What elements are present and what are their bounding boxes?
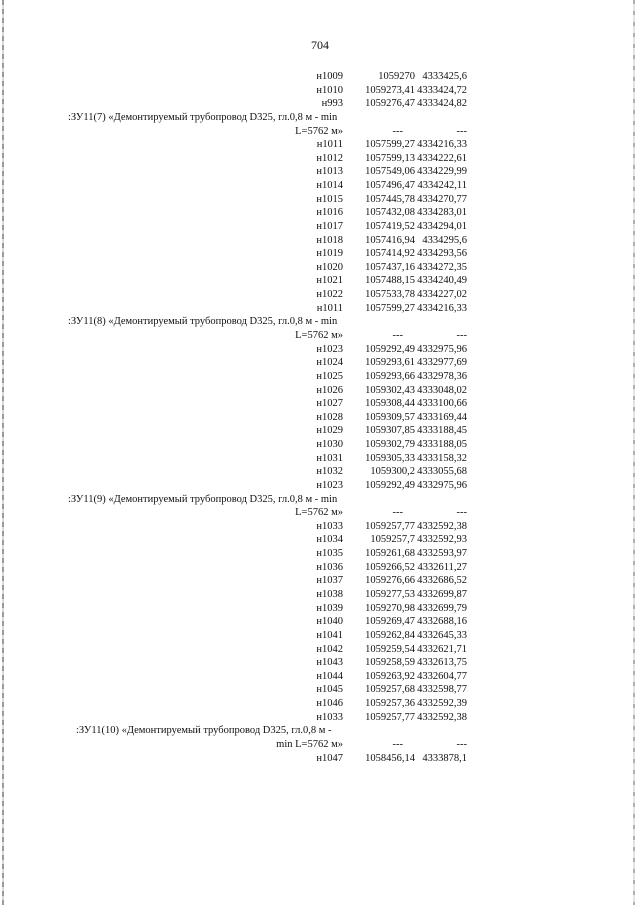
coord-x: 1059266,52 [365, 561, 415, 573]
coordinate-row [0, 711, 640, 725]
coordinate-row [0, 343, 640, 357]
coord-y: 4334272,35 [417, 261, 467, 273]
coordinate-row [0, 479, 640, 493]
coord-x: 1059257,36 [365, 698, 415, 709]
coord-y: 4333425,6 [422, 71, 467, 82]
dash-y: --- [456, 507, 467, 519]
coordinate-row [0, 274, 640, 288]
coordinate-row [0, 384, 640, 398]
coord-y: 4332604,77 [417, 670, 467, 682]
point-id: н1042 [316, 643, 343, 655]
coord-x: 1059308,44 [365, 398, 415, 410]
point-id: н1009 [316, 71, 343, 82]
point-id: н1020 [316, 261, 343, 273]
coord-y: 4334295,6 [422, 234, 467, 246]
coord-y: 4332699,87 [417, 588, 467, 600]
point-id: н993 [321, 98, 343, 110]
point-id: н1036 [316, 561, 343, 573]
coordinate-row [0, 397, 640, 411]
point-id: н1019 [316, 248, 343, 260]
point-id: н1024 [316, 357, 343, 369]
point-id: н1023 [316, 343, 343, 355]
coordinate-row [0, 520, 640, 534]
coord-x: 1057488,15 [365, 275, 415, 287]
coord-x: 1059270 [378, 71, 415, 82]
dash-y: --- [456, 330, 467, 341]
point-id: н1039 [316, 602, 343, 614]
coord-y: 4334216,33 [417, 139, 467, 151]
coord-y: 4332978,36 [417, 370, 467, 382]
point-id: н1035 [316, 548, 343, 559]
point-id: н1011 [316, 302, 343, 314]
coord-x: 1057437,16 [365, 261, 415, 273]
coordinate-row [0, 261, 640, 275]
coordinate-row [0, 220, 640, 234]
coord-x: 1059276,47 [365, 98, 415, 110]
coord-y: 4333158,32 [417, 452, 467, 464]
coord-y: 4334240,49 [417, 275, 467, 287]
coord-x: 1059258,59 [365, 657, 415, 669]
point-id: н1044 [316, 670, 343, 682]
section-heading: :ЗУ11(8) «Демонтируемый трубопровод D325, гл.0,8 м - min [68, 316, 338, 328]
coord-y: 4332688,16 [417, 616, 467, 628]
coord-x: 1059302,43 [365, 384, 415, 396]
coordinate-row [0, 752, 640, 766]
coord-y: 4333878,1 [422, 752, 467, 764]
coord-y: 4334222,61 [417, 152, 467, 164]
section-heading-continuation: L=5762 м» [295, 125, 343, 137]
coord-y: 4334229,99 [417, 166, 467, 178]
point-id: н1013 [316, 166, 343, 178]
coord-x: 1057419,52 [365, 220, 415, 232]
coord-x: 1057549,06 [365, 166, 415, 178]
coordinate-row [0, 438, 640, 452]
coord-y: 4333169,44 [417, 411, 467, 423]
coord-x: 1059305,33 [365, 452, 415, 464]
coord-y: 4332645,33 [417, 629, 467, 641]
point-id: н1038 [316, 588, 343, 600]
coord-x: 1059257,7 [370, 534, 415, 546]
coord-x: 1059293,61 [365, 357, 415, 369]
point-id: н1033 [316, 711, 343, 723]
coord-x: 1059292,49 [365, 343, 415, 355]
point-id: н1046 [316, 698, 343, 709]
coord-y: 4334293,56 [417, 248, 467, 260]
coord-y: 4334270,77 [417, 193, 467, 205]
coord-x: 1057445,78 [365, 193, 415, 205]
point-id: н1037 [316, 575, 343, 587]
coord-x: 1059261,68 [365, 548, 415, 559]
point-id: н1047 [316, 752, 343, 764]
coordinate-row [0, 234, 640, 248]
coordinate-row [0, 547, 640, 561]
point-id: н1021 [316, 275, 343, 287]
coord-y: 4332621,71 [417, 643, 467, 655]
coord-y: 4332611,27 [417, 561, 467, 573]
dash-y: --- [456, 125, 467, 137]
coordinate-row [0, 465, 640, 479]
point-id: н1032 [316, 466, 343, 478]
coord-y: 4332977,69 [417, 357, 467, 369]
coord-x: 1059277,53 [365, 588, 415, 600]
coordinate-row [0, 356, 640, 370]
section-heading: :ЗУ11(9) «Демонтируемый трубопровод D325, гл.0,8 м - min [68, 493, 338, 505]
page-number: 704 [311, 38, 329, 52]
point-id: н1018 [316, 234, 343, 246]
coord-y: 4333424,82 [417, 98, 467, 110]
coord-x: 1059293,66 [365, 370, 415, 382]
point-id: н1014 [316, 180, 343, 191]
coordinate-row [0, 165, 640, 179]
coordinate-row [0, 97, 640, 111]
point-id: н1034 [316, 534, 343, 546]
coordinate-row [0, 193, 640, 207]
coord-y: 4332699,79 [417, 602, 467, 614]
point-id: н1041 [316, 629, 343, 641]
coord-x: 1059257,68 [365, 684, 415, 696]
coord-x: 1059270,98 [365, 602, 415, 614]
coordinate-row [0, 615, 640, 629]
point-id: н1043 [316, 657, 343, 669]
section-heading-continuation: L=5762 м» [295, 330, 343, 341]
coord-x: 1057599,27 [365, 302, 415, 314]
point-id: н1012 [316, 152, 343, 164]
coord-x: 1059302,79 [365, 439, 415, 450]
coordinate-row [0, 302, 640, 316]
point-id: н1029 [316, 425, 343, 437]
coord-x: 1059257,77 [365, 520, 415, 532]
coord-y: 4333188,05 [417, 439, 467, 450]
coord-y: 4332686,52 [417, 575, 467, 587]
point-id: н1026 [316, 384, 343, 396]
coordinate-row [0, 697, 640, 711]
coord-x: 1058456,14 [365, 752, 415, 764]
point-id: н1017 [316, 220, 343, 232]
coordinate-row [0, 288, 640, 302]
coordinate-row [0, 179, 640, 193]
coordinate-row [0, 70, 640, 84]
coordinate-row [0, 424, 640, 438]
coordinate-row [0, 152, 640, 166]
point-id: н1011 [316, 139, 343, 151]
point-id: н1025 [316, 370, 343, 382]
coord-y: 4333048,02 [417, 384, 467, 396]
point-id: н1027 [316, 398, 343, 410]
coordinate-row [0, 247, 640, 261]
coord-x: 1059300,2 [370, 466, 415, 478]
section-heading-continuation: min L=5762 м» [276, 738, 343, 750]
section-heading: :ЗУ11(10) «Демонтируемый трубопровод D325, гл.0,8 м - [76, 725, 332, 737]
coord-x: 1057599,13 [365, 152, 415, 164]
coordinate-row [0, 656, 640, 670]
coordinate-row [0, 588, 640, 602]
section-heading-continuation: L=5762 м» [295, 507, 343, 519]
coord-x: 1057496,47 [365, 180, 415, 191]
coord-y: 4333055,68 [417, 466, 467, 478]
point-id: н1030 [316, 439, 343, 450]
coord-y: 4333100,66 [417, 398, 467, 410]
coord-x: 1059262,84 [365, 629, 415, 641]
coord-x: 1057414,92 [365, 248, 415, 260]
point-id: н1045 [316, 684, 343, 696]
coord-x: 1059257,77 [365, 711, 415, 723]
coordinate-row [0, 561, 640, 575]
coord-y: 4332598,77 [417, 684, 467, 696]
dash-x: --- [392, 507, 403, 519]
point-id: н1031 [316, 452, 343, 464]
coord-x: 1057599,27 [365, 139, 415, 151]
coordinate-row [0, 84, 640, 98]
coord-y: 4332613,75 [417, 657, 467, 669]
point-id: н1016 [316, 207, 343, 219]
coord-x: 1059309,57 [365, 411, 415, 423]
section-heading: :ЗУ11(7) «Демонтируемый трубопровод D325, гл.0,8 м - min [68, 111, 338, 123]
coord-y: 4332592,93 [417, 534, 467, 546]
coord-x: 1059307,85 [365, 425, 415, 437]
point-id: н1040 [316, 616, 343, 628]
coord-y: 4334242,11 [417, 180, 467, 191]
coordinate-row [0, 629, 640, 643]
coord-x: 1057416,94 [365, 234, 415, 246]
coordinate-row [0, 138, 640, 152]
point-id: н1022 [316, 289, 343, 301]
coordinate-row [0, 206, 640, 220]
coordinate-row [0, 370, 640, 384]
coordinate-row [0, 670, 640, 684]
coord-y: 4334227,02 [417, 289, 467, 301]
coord-y: 4332592,39 [417, 698, 467, 709]
point-id: н1023 [316, 479, 343, 491]
coord-y: 4332593,97 [417, 548, 467, 559]
coordinate-row [0, 574, 640, 588]
point-id: н1010 [316, 84, 343, 96]
coordinate-row [0, 602, 640, 616]
coord-x: 1059269,47 [365, 616, 415, 628]
point-id: н1015 [316, 193, 343, 205]
coord-y: 4332975,96 [417, 479, 467, 491]
coordinate-row [0, 533, 640, 547]
coord-x: 1059276,66 [365, 575, 415, 587]
coord-x: 1059263,92 [365, 670, 415, 682]
coord-x: 1059292,49 [365, 479, 415, 491]
coord-y: 4334216,33 [417, 302, 467, 314]
coord-y: 4332975,96 [417, 343, 467, 355]
coord-x: 1059259,54 [365, 643, 415, 655]
coord-y: 4332592,38 [417, 711, 467, 723]
coord-y: 4332592,38 [417, 520, 467, 532]
coordinate-row [0, 683, 640, 697]
point-id: н1028 [316, 411, 343, 423]
coord-y: 4333188,45 [417, 425, 467, 437]
coord-x: 1057432,08 [365, 207, 415, 219]
coord-x: 1057533,78 [365, 289, 415, 301]
coord-y: 4334283,01 [417, 207, 467, 219]
coordinate-row [0, 452, 640, 466]
coord-y: 4334294,01 [417, 220, 467, 232]
coordinate-row [0, 411, 640, 425]
coordinate-row [0, 643, 640, 657]
dash-y: --- [456, 738, 467, 750]
dash-x: --- [392, 738, 403, 750]
coord-x: 1059273,41 [365, 84, 415, 96]
point-id: н1033 [316, 520, 343, 532]
dash-x: --- [392, 125, 403, 137]
coord-y: 4333424,72 [417, 84, 467, 96]
dash-x: --- [392, 330, 403, 341]
